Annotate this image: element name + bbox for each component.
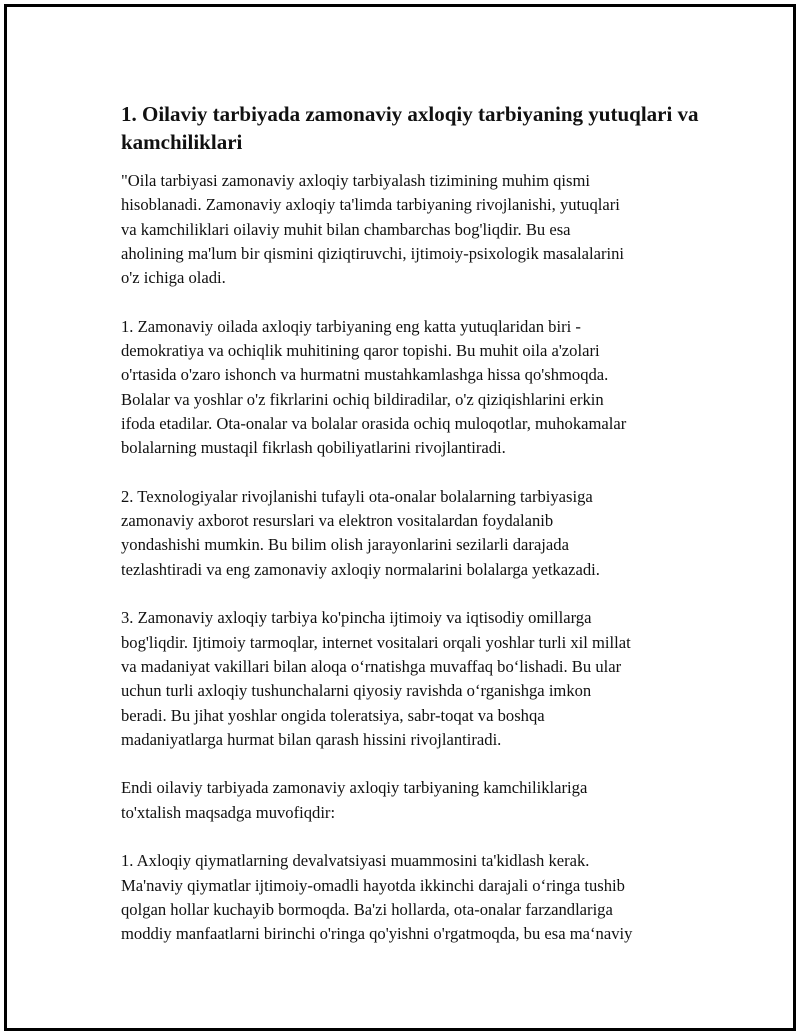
achievement-paragraph-1: 1. Zamonaviy oilada axloqiy tarbiyaning eng katta yutuqlaridan biri - demokratiya va ochiqlik muhitining qaror topishi. Bu muhit oila a'zolari o'rtasida o'zaro ishonch va hurmatni mustahkamlashga hissa qo'shmoqda. Bolalar va yoshlar o'z fikrlarini ochiq bildiradilar, o'z qiziqishlarini erkin ifoda etadilar. Ota-onalar va bolalar orasida ochiq muloqotlar, muhokamalar bolalarning mustaqil fikrlash qobiliyatlarini rivojlantiradi. — [121, 316, 627, 458]
achievement-paragraph-2: 2. Texnologiyalar rivojlanishi tufayli ota-onalar bolalarning tarbiyasiga zamonaviy axborot resurslari va elektron vositalardan foydalanib yondashishi mumkin. Bu bilim olish jarayonlarini sezilarli darajada tezlashtiradi va eng zamonaviy axloqiy normalarini bolalarga yetkazadi. — [121, 486, 600, 579]
achievement-paragraph-3: 3. Zamonaviy axloqiy tarbiya ko'pincha ijtimoiy va iqtisodiy omillarga bog'liqdir. Ijtimoiy tarmoqlar, internet vositalari orqali yoshlar turli xil millat va madaniyat vakillari bilan aloqa o‘rnatishga muvaffaq bo‘lishadi. Bu ular uchun turli axloqiy tushunchalarni qiyosiy ravishda o‘rganishga imkon beradi. Bu jihat yoshlar ongida toleratsiya, sabr-toqat va boshqa madaniyatlarga hurmat bilan qarash hissini rivojlantiradi. — [121, 608, 631, 749]
intro-paragraph: "Oila tarbiyasi zamonaviy axloqiy tarbiyalash tizimining muhim qismi hisoblanadi. Zamonaviy axloqiy ta'limda tarbiyaning rivojlanishi, yutuqlari va kamchiliklari oilaviy muhit bilan chambarchas bog'liqdir. Bu esa aholining ma'lum bir qismini qiziqtiruvchi, ijtimoiy-psixologik masalalarini o'z ichiga oladi. — [121, 171, 625, 288]
document-title: 1. Oilaviy tarbiyada zamonaviy axloqiy tarbiyaning yutuqlari va kamchiliklari — [121, 102, 699, 154]
shortcoming-paragraph-1: 1. Axloqiy qiymatlarning devalvatsiyasi muammosini ta'kidlash kerak. Ma'naviy qiymatlar ijtimoiy-omadli hayotda ikkinchi darajali o‘ringa tushib qolgan hollar kuchayib bormoqda. Ba'zi hollarda, ota-onalar farzandlariga moddiy manfaatlarni birinchi o'ringa qo'yishni o'rgatmoqda, bu esa ma‘naviy — [121, 851, 633, 944]
page-frame — [4, 4, 796, 1031]
document-body — [121, 100, 701, 971]
transition-paragraph: Endi oilaviy tarbiyada zamonaviy axloqiy tarbiyaning kamchiliklariga to'xtalish maqsadga muvofiqdir: — [121, 778, 588, 822]
